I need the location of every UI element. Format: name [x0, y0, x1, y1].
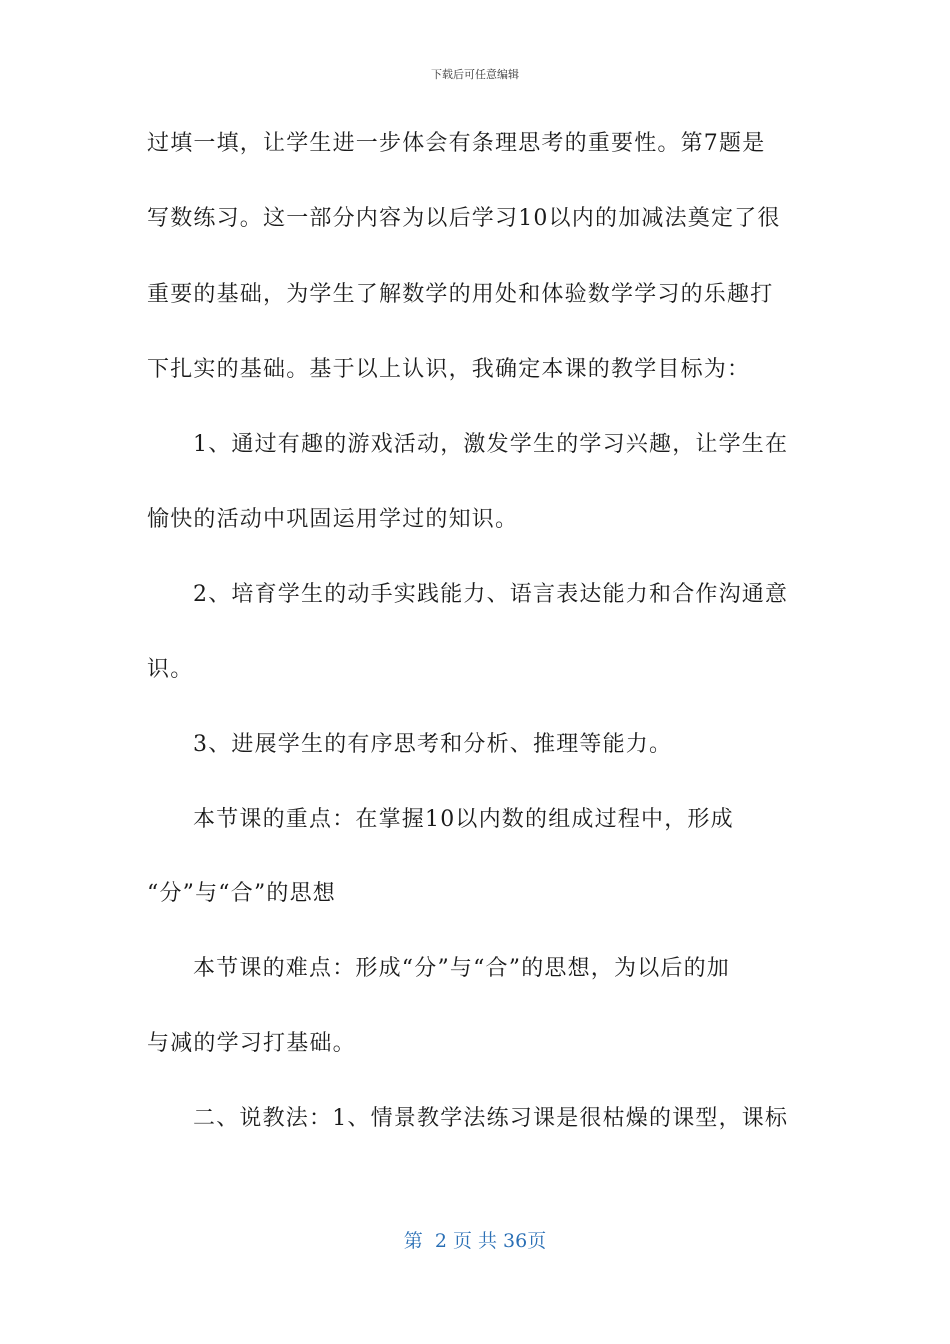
- body-line-6: 愉快的活动中巩固运用学过的知识。: [147, 507, 519, 532]
- body-line-9: 3、进展学生的有序思考和分析、推理等能力。: [193, 732, 673, 757]
- body-line-10: 本节课的重点：在掌握10以内数的组成过程中，形成: [193, 807, 734, 832]
- body-line-12: 本节课的难点：形成“分”与“合”的思想，为以后的加: [193, 956, 730, 981]
- body-line-14: 二、说教法：1、情景教学法练习课是很枯燥的课型，课标: [193, 1106, 789, 1131]
- body-line-13: 与减的学习打基础。: [147, 1031, 356, 1056]
- body-line-11: “分”与“合”的思想: [147, 881, 336, 906]
- body-line-2: 写数练习。这一部分内容为以后学习10以内的加减法奠定了很: [147, 206, 781, 231]
- body-line-4: 下扎实的基础。基于以上认识，我确定本课的教学目标为：: [147, 357, 751, 382]
- body-line-3: 重要的基础，为学生了解数学的用处和体验数学学习的乐趣打: [147, 282, 774, 307]
- body-line-1: 过填一填，让学生进一步体会有条理思考的重要性。第7题是: [147, 131, 766, 156]
- header-note: 下载后可任意编辑: [431, 68, 519, 81]
- page-number: 第 2 页 共 36页: [403, 1230, 547, 1252]
- body-line-7: 2、培育学生的动手实践能力、语言表达能力和合作沟通意: [193, 582, 789, 607]
- body-line-8: 识。: [147, 657, 194, 682]
- body-line-5: 1、通过有趣的游戏活动，激发学生的学习兴趣，让学生在: [193, 432, 789, 457]
